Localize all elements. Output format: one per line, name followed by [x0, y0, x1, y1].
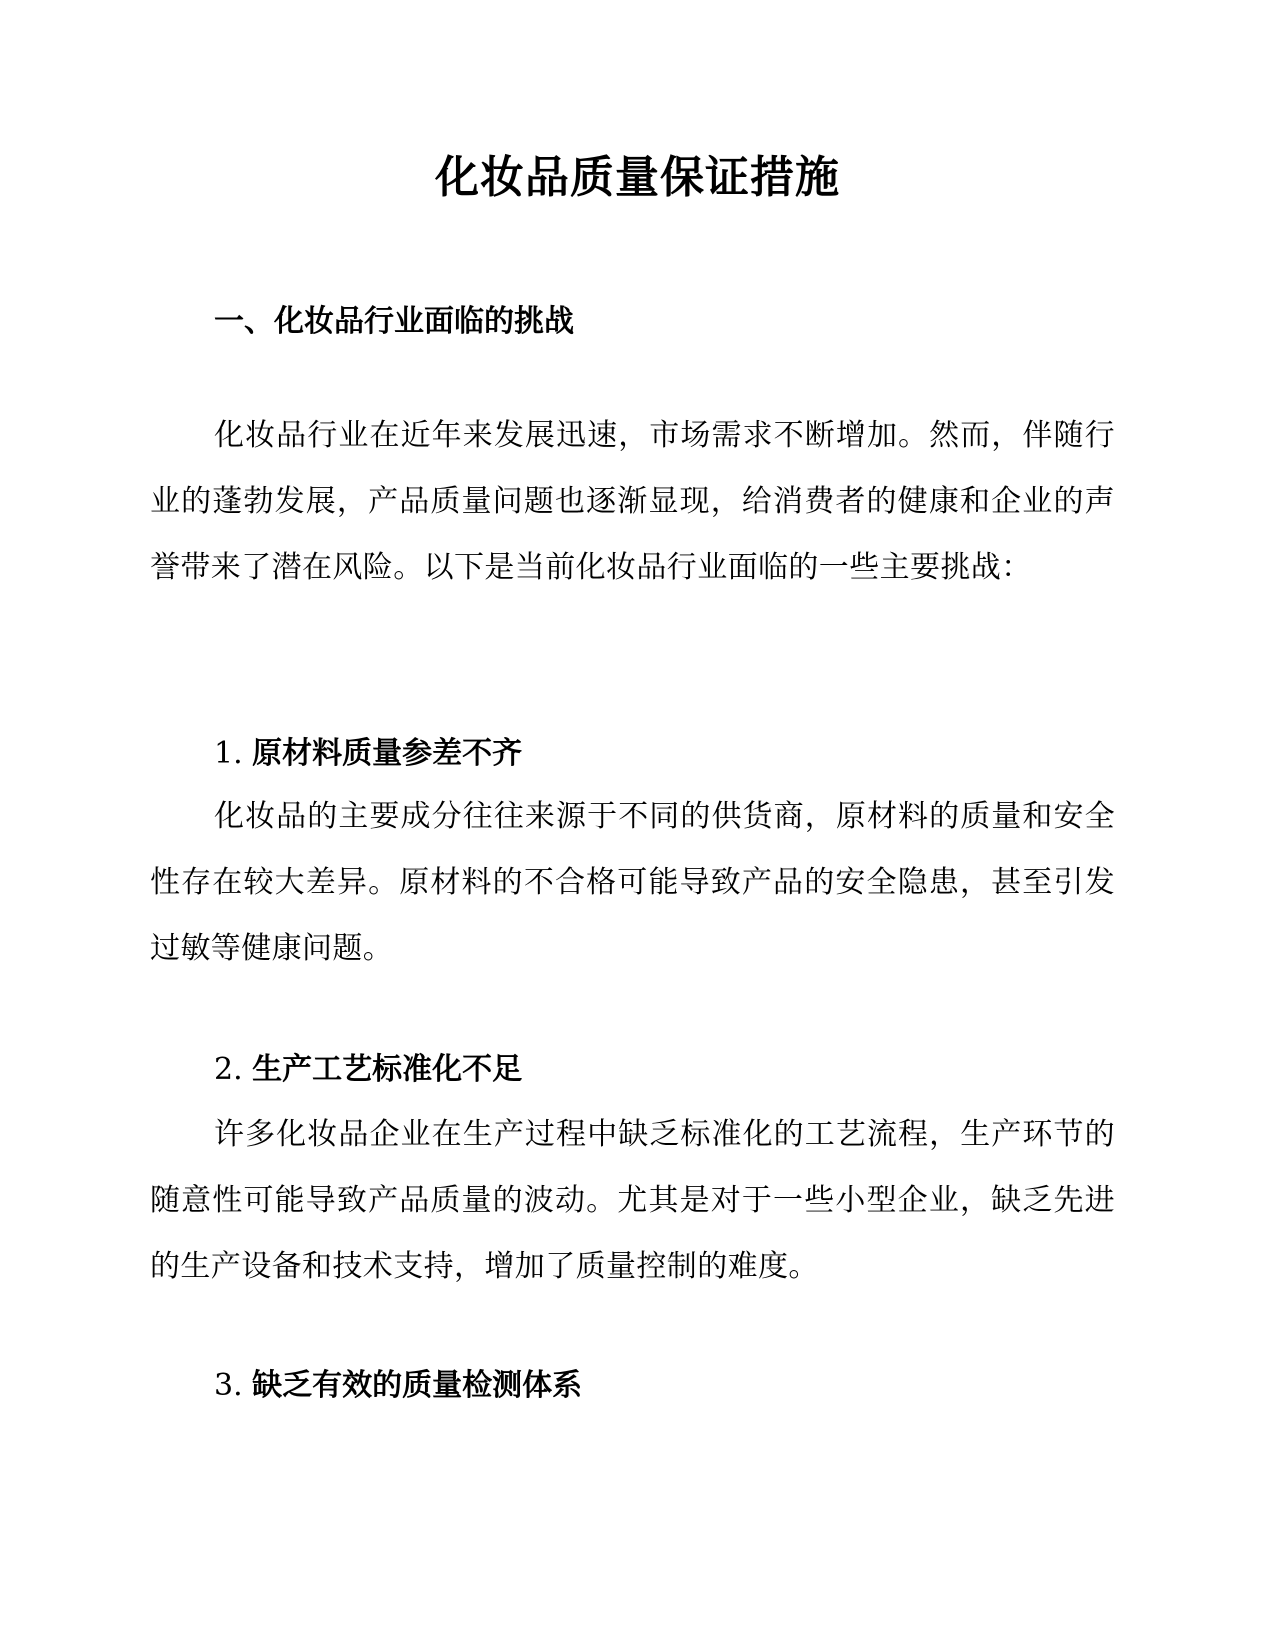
- item-number: 3.: [214, 1368, 243, 1403]
- document-title: 化妆品质量保证措施: [435, 152, 840, 203]
- item-heading-3: [214, 1364, 582, 1408]
- item-body-2: 许多化妆品企业在生产过程中缺乏标准化的工艺流程，生产环节的随意性可能导致产品质量的波动。尤其是对于一些小型企业，缺乏先进的生产设备和技术支持，增加了质量控制的难度。: [150, 1117, 1115, 1284]
- item-number: 2.: [214, 1052, 243, 1087]
- item-heading-text: 缺乏有效的质量检测体系: [252, 1368, 583, 1403]
- item-heading-text: 生产工艺标准化不足: [252, 1052, 523, 1087]
- item-body-1: 化妆品的主要成分往往来源于不同的供货商，原材料的质量和安全性存在较大差异。原材料的不合格可能导致产品的安全隐患，甚至引发过敏等健康问题。: [150, 799, 1115, 966]
- item-number: 1.: [214, 736, 243, 771]
- section-heading: 一、化妆品行业面临的挑战: [214, 304, 574, 339]
- item-heading-2: [214, 1048, 522, 1092]
- item-heading-text: 原材料质量参差不齐: [252, 736, 523, 771]
- item-heading-1: [214, 732, 522, 776]
- intro-paragraph: 化妆品行业在近年来发展迅速，市场需求不断增加。然而，伴随行业的蓬勃发展，产品质量问题也逐渐显现，给消费者的健康和企业的声誉带来了潜在风险。以下是当前化妆品行业面临的一些主要挑战：: [150, 418, 1115, 585]
